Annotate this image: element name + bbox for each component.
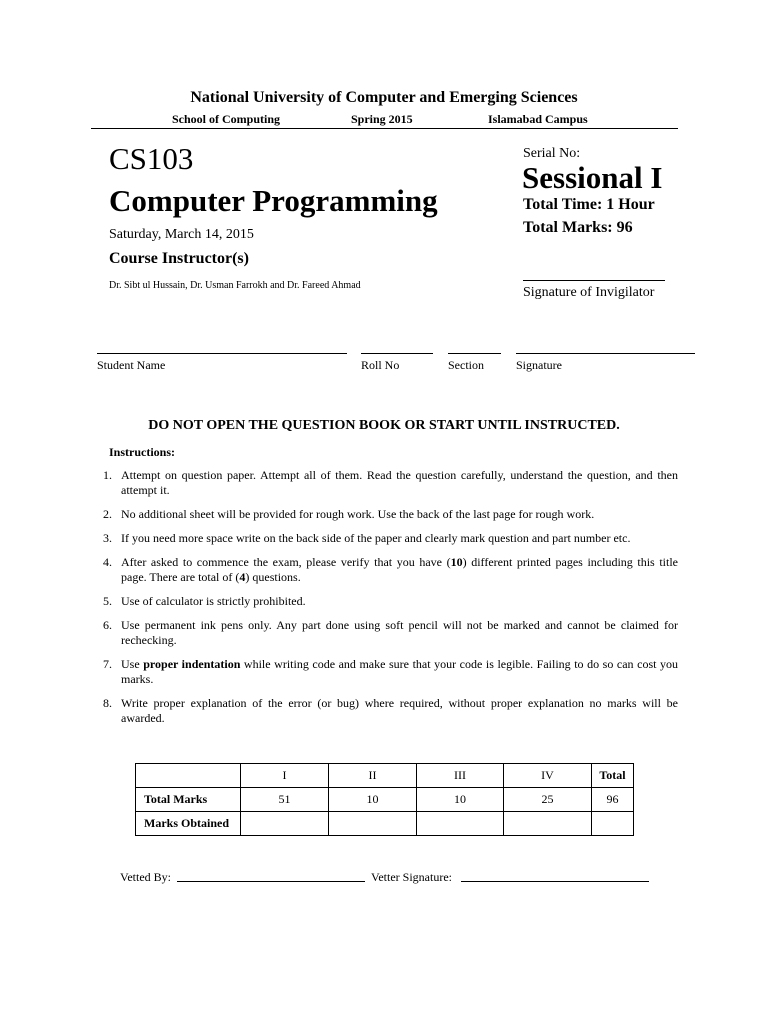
campus-label: Islamabad Campus — [488, 112, 588, 126]
table-row — [136, 788, 634, 812]
signature-label: Signature — [516, 358, 562, 372]
student-name-field[interactable] — [97, 353, 347, 354]
header-rule — [91, 128, 678, 129]
serial-number-label: Serial No: — [523, 146, 581, 161]
instructors-heading: Course Instructor(s) — [109, 250, 249, 267]
table-cell: 51 — [241, 788, 329, 812]
instruction-item: 6. Use permanent ink pens only. Any part done using soft pencil will not be marked and cannot be claimed for rechecking. — [103, 618, 678, 647]
invigilator-signature-label: Signature of Invigilator — [523, 285, 655, 300]
marks-obtained-cell[interactable] — [417, 812, 504, 836]
instruction-item: 5. Use of calculator is strictly prohibited. — [103, 594, 306, 608]
university-name: National University of Computer and Emerging Sciences — [190, 89, 578, 106]
table-header-cell: IV — [504, 764, 592, 788]
term-label: Spring 2015 — [351, 112, 413, 126]
table-header-cell: II — [329, 764, 417, 788]
row-label: Total Marks — [136, 788, 241, 812]
course-code: CS103 — [109, 141, 194, 176]
section-field[interactable] — [448, 353, 501, 354]
instruction-item: 3. If you need more space write on the back side of the paper and clearly mark question and part number etc. — [103, 531, 631, 545]
instruction-item: 2. No additional sheet will be provided for rough work. Use the back of the last page for rough work. — [103, 507, 595, 521]
exam-date: Saturday, March 14, 2015 — [109, 227, 254, 242]
table-header-cell: III — [417, 764, 504, 788]
instructors-names: Dr. Sibt ul Hussain, Dr. Usman Farrokh and Dr. Fareed Ahmad — [109, 280, 361, 291]
vetter-signature-label: Vetter Signature: — [371, 870, 452, 884]
table-cell: 25 — [504, 788, 592, 812]
signature-field[interactable] — [516, 353, 695, 354]
roll-no-field[interactable] — [361, 353, 433, 354]
instruction-item: 1. Attempt on question paper. Attempt all of them. Read the question carefully, understand the question, and then attempt it. — [103, 468, 678, 497]
table-cell: 10 — [329, 788, 417, 812]
marks-obtained-cell[interactable] — [592, 812, 634, 836]
table-row — [136, 812, 634, 836]
invigilator-signature-line[interactable] — [523, 280, 665, 281]
table-header-row — [136, 764, 634, 788]
vetted-by-line[interactable] — [177, 881, 365, 882]
warning-notice: DO NOT OPEN THE QUESTION BOOK OR START UNTIL INSTRUCTED. — [148, 418, 620, 433]
school-name: School of Computing — [172, 112, 281, 126]
roll-no-label: Roll No — [361, 358, 400, 372]
total-time: Total Time: 1 Hour — [523, 196, 655, 213]
instruction-item: 7. Use proper indentation while writing code and make sure that your code is legible. Failing to do so can cost you marks. — [103, 657, 678, 686]
row-label: Marks Obtained — [136, 812, 241, 836]
marks-obtained-cell[interactable] — [241, 812, 329, 836]
student-name-label: Student Name — [97, 358, 166, 372]
instructions-list — [103, 468, 678, 735]
vetted-by-label: Vetted By: — [120, 870, 171, 884]
instruction-item: 8. Write proper explanation of the error (or bug) where required, without proper explanation no marks will be awarded. — [103, 696, 678, 725]
table-cell: 10 — [417, 788, 504, 812]
total-marks: Total Marks: 96 — [523, 219, 633, 236]
table-header-cell: Total — [592, 764, 634, 788]
course-name: Computer Programming — [109, 183, 438, 218]
table-cell: 96 — [592, 788, 634, 812]
marks-obtained-cell[interactable] — [504, 812, 592, 836]
vetter-signature-line[interactable] — [461, 881, 649, 882]
table-header-cell: I — [241, 764, 329, 788]
section-label: Section — [448, 358, 484, 372]
instructions-heading: Instructions: — [109, 445, 176, 459]
table-header-cell — [136, 764, 241, 788]
instruction-item: 4. After asked to commence the exam, please verify that you have (10) different printed pages including this title page. There are total of (4) questions. — [103, 555, 679, 584]
marks-obtained-cell[interactable] — [329, 812, 417, 836]
marks-table — [135, 763, 634, 836]
exam-title: Sessional I — [522, 160, 663, 195]
